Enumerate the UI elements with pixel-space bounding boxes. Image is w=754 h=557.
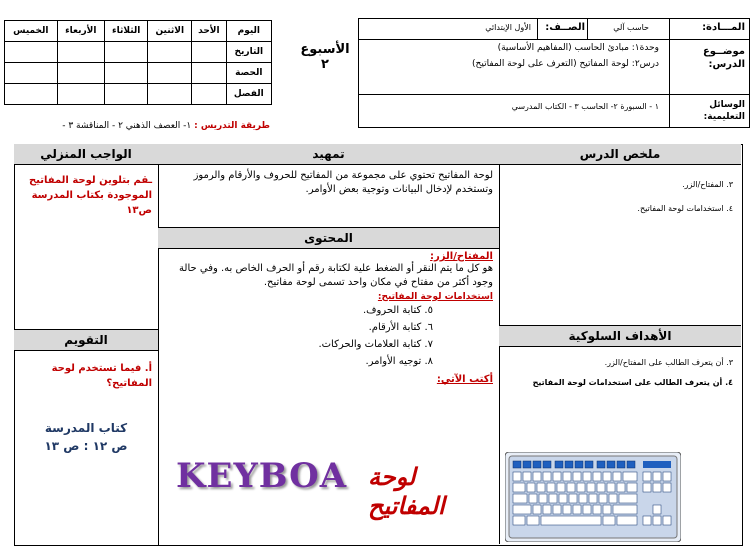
list-item: ٦. كتابة الأرقام. (368, 322, 433, 333)
schedule-table (4, 20, 272, 105)
sched-header: الخميس (5, 21, 58, 42)
list-item: ٨. توجيه الأوامر. (365, 356, 433, 367)
list-item: ٣. أن يتعرف الطالب على المفتاح/الزر. (604, 358, 733, 367)
sched-row-label: الفصل (226, 84, 271, 105)
grade-value: الأول الإبتدائي (485, 23, 531, 32)
sched-row-label: الحصة (226, 63, 271, 84)
evaluation-section (14, 329, 159, 546)
homework-text: ـقم بتلوين لوحة المفاتيح الموجودة بكتاب المدرسة ص١٣ (28, 175, 152, 216)
sched-header: اليوم (226, 21, 271, 42)
keyboa-word: KEYBOA (176, 456, 348, 496)
sched-row-label: التاريخ (226, 42, 271, 63)
lesson-info-box (358, 18, 750, 128)
tools-list: ١ - السبورة ٢- الحاسب ٣ - الكتاب المدرسي (511, 102, 659, 111)
sched-header: الأحد (192, 21, 226, 42)
list-item: ٧. كتابة العلامات والحركات. (318, 339, 433, 350)
middle-column (158, 144, 500, 544)
content-body (158, 249, 499, 387)
lesson-title: درس٢: لوحة المفاتيح (التعرف على لوحة المفاتيح) (472, 59, 659, 69)
objectives-section (499, 325, 741, 546)
keyboard-image (505, 452, 681, 542)
list-item: ٤. أن يتعرف الطالب على استخدامات لوحة المفاتيح (532, 378, 733, 387)
key-label: المفتاح/الزر: (430, 251, 493, 262)
summary-title: ملخص الدرس (499, 144, 741, 165)
sched-header: الثلاثاء (104, 21, 147, 42)
book-reference-1: كتاب المدرسة (44, 421, 128, 435)
list-item: ٤. استخدامات لوحة المفاتيح. (637, 204, 733, 213)
summary-list (499, 165, 741, 229)
homework-title: الواجب المنزلي (14, 144, 158, 165)
subject-value: حاسب آلي (613, 23, 649, 32)
intro-title: تمهيد (158, 144, 499, 165)
content-title: المحتوى (158, 227, 499, 249)
subject-label: المـــادة: (702, 22, 745, 33)
keyboard-arabic-word: لوحة المفاتيح (368, 462, 445, 520)
intro-text: لوحة المفاتيح تحتوي على مجموعة من المفاتيح للحروف والأرقام والرموز وتستخدم لإدخال البيانات وتوجية بعض الأوامر. (193, 170, 493, 195)
book-reference-2: ص ١٢ : ص ١٣ (44, 439, 128, 453)
sched-header: الاثنين (148, 21, 192, 42)
tools-label: الوسائل التعليمية: (703, 100, 745, 122)
write-label: أكتب الآتي: (436, 374, 493, 385)
uses-list (164, 302, 493, 370)
unit-title: وحدة١: مبادئ الحاسب (المفاهيم الأساسية) (497, 43, 659, 53)
teaching-method: طريقة التدريس : ١- العصف الذهني ٢ - المناقشة ٣ - (62, 121, 270, 131)
topic-label: موضــوع الدرس: (702, 46, 745, 70)
evaluation-question: أ. فيما تستخدم لوحة المفاتيح؟ (51, 363, 152, 389)
objectives-list (499, 347, 741, 399)
objectives-title: الأهداف السلوكية (499, 326, 741, 347)
sched-header: الأربعاء (57, 21, 104, 42)
evaluation-title: التقويم (14, 330, 158, 351)
summary-section (499, 144, 741, 325)
key-definition: هو كل ما يتم النقر أو الضغط علية لكتابة رقم أو الحرف الخاص به. وفي حالة وجود أكثر من مفتاح في مكان واحد تسمى لوحة مفاتيح. (179, 263, 493, 288)
uses-label: استخدامات لوحة المفاتيح: (377, 292, 493, 302)
homework-section (14, 144, 159, 329)
week-label: الأسبوع ٢ (300, 42, 350, 72)
list-item: ٣. المفتاح/الزر. (682, 180, 733, 189)
grade-label: الصــف: (545, 22, 585, 33)
list-item: ٥. كتابة الحروف. (362, 305, 433, 316)
